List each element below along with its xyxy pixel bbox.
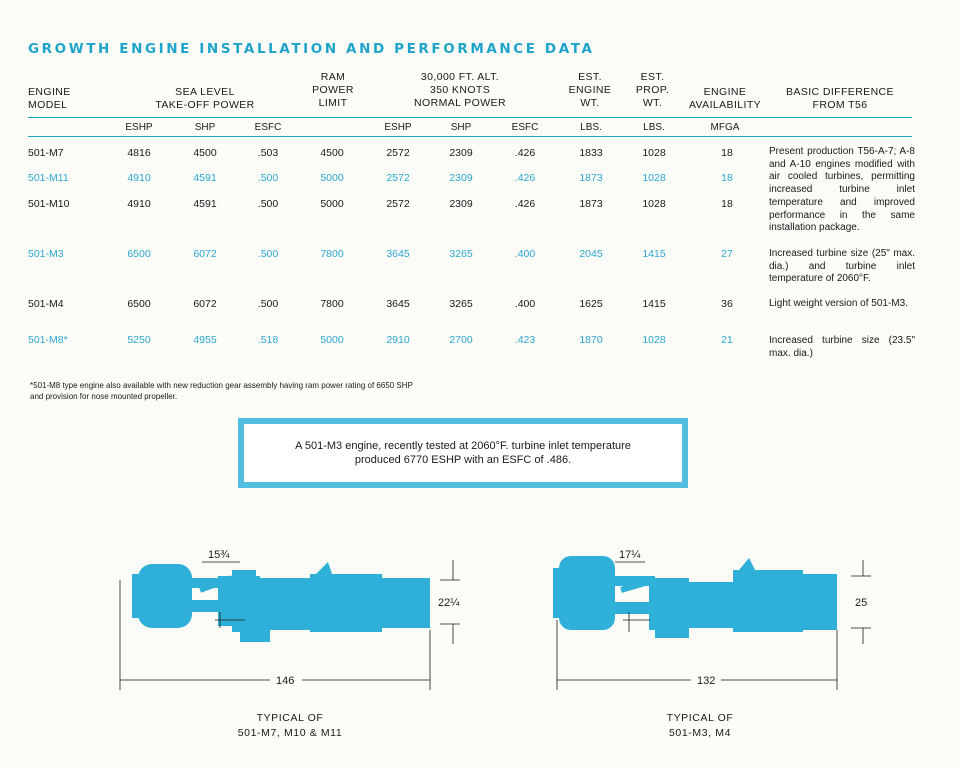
subheader-esfc: ESFC (254, 122, 282, 133)
header-sea-level (145, 86, 265, 112)
subheader-prop-lbs: LBS. (643, 122, 665, 133)
callout-line: produced 6770 ESHP with an ESFC of .486. (354, 454, 572, 466)
table-cell: 1833 (579, 147, 603, 159)
table-cell: 3645 (386, 298, 410, 310)
header-line: WT. (580, 97, 600, 109)
header-engine-weight (560, 71, 620, 110)
engine-silhouette (553, 556, 837, 638)
table-cell: 2309 (449, 172, 473, 184)
subheader-engine-lbs: LBS. (580, 122, 602, 133)
table-cell: 1028 (642, 147, 666, 159)
table-cell: 5000 (320, 172, 344, 184)
difference-note-m3: Increased turbine size (25" max. dia.) and turbine inlet temperature of 2060°F. (769, 248, 915, 285)
header-line: POWER (312, 84, 354, 96)
difference-note-m4: Light weight version of 501-M3. (769, 298, 908, 309)
table-row-model: 501-M10 (28, 198, 70, 210)
header-line: EST. (640, 71, 665, 83)
table-cell: 2572 (386, 172, 410, 184)
table-row-model: 501-M3 (28, 248, 64, 260)
footnote (30, 380, 413, 402)
table-row-model: 501-M8* (28, 334, 68, 346)
table-cell: 4591 (193, 198, 217, 210)
table-cell: 2309 (449, 198, 473, 210)
table-cell: 5000 (320, 334, 344, 346)
header-line: SEA LEVEL (175, 86, 235, 98)
table-cell: 4910 (127, 172, 151, 184)
difference-note-m8: Increased turbine size (23.5" max. dia.) (769, 335, 915, 359)
height-label: 15¾ (208, 549, 230, 561)
table-cell: 2572 (386, 198, 410, 210)
table-cell: 3265 (449, 248, 473, 260)
caption-line: 501-M7, M10 & M11 (237, 727, 343, 739)
table-cell: 2309 (449, 147, 473, 159)
header-line: MODEL (28, 99, 68, 111)
table-cell: 2045 (579, 248, 603, 260)
table-cell: .400 (514, 248, 536, 260)
subheader-mfga: MFGA (710, 122, 740, 133)
table-cell: 4955 (193, 334, 217, 346)
table-cell: 6072 (193, 298, 217, 310)
header-line: AVAILABILITY (688, 99, 762, 111)
caption-line: TYPICAL OF (666, 712, 734, 724)
table-cell: 36 (721, 298, 733, 310)
table-cell: 4591 (193, 172, 217, 184)
diameter-label: 25 (855, 597, 868, 609)
table-cell: 1028 (642, 172, 666, 184)
table-cell: 7800 (320, 248, 344, 260)
subheader-eshp: ESHP (125, 122, 153, 133)
header-line: FROM T56 (812, 99, 868, 111)
engine-diagram-m7 (110, 540, 460, 700)
header-line: 30,000 FT. ALT. (420, 71, 500, 83)
header-line: EST. (578, 71, 602, 83)
table-cell: 2572 (386, 147, 410, 159)
header-line: ENGINE (703, 86, 747, 98)
table-row-model: 501-M4 (28, 298, 64, 310)
header-line: RAM (320, 71, 346, 83)
table-cell: 4500 (193, 147, 217, 159)
height-label: 17¼ (619, 549, 641, 561)
table-cell: .500 (257, 248, 279, 260)
table-row-model: 501-M7 (28, 147, 64, 159)
table-cell: 4500 (320, 147, 344, 159)
page-title: GROWTH ENGINE INSTALLATION AND PERFORMANCE DATA (28, 41, 595, 57)
table-cell: 1873 (579, 198, 603, 210)
table-cell: .426 (514, 198, 536, 210)
table-cell: 5250 (127, 334, 151, 346)
table-cell: .503 (257, 147, 279, 159)
length-label: 146 (276, 675, 295, 687)
table-cell: 1870 (579, 334, 603, 346)
table-cell: 1028 (642, 334, 666, 346)
subheader-shp: SHP (194, 122, 216, 133)
table-cell: .426 (514, 172, 536, 184)
table-cell: 1873 (579, 172, 603, 184)
table-cell: .500 (257, 172, 279, 184)
diagram1-caption (200, 711, 380, 741)
header-line: BASIC DIFFERENCE (786, 86, 894, 98)
header-rule-bottom (28, 136, 912, 137)
table-cell: 21 (721, 334, 733, 346)
table-cell: 2910 (386, 334, 410, 346)
difference-note-m7-m11-m10: Present production T56-A-7; A-8 and A-10 engines modified with air cooled turbines, permitting increased turbine inlet temperature and improved performance in the same installation package. (769, 146, 915, 234)
table-cell: .400 (514, 298, 536, 310)
header-line: NORMAL POWER (414, 97, 506, 109)
header-line: 350 KNOTS (429, 84, 491, 96)
callout-text (244, 424, 682, 482)
header-line: ENGINE (28, 86, 71, 98)
table-cell: 2700 (449, 334, 473, 346)
table-cell: .423 (514, 334, 536, 346)
table-cell: .500 (257, 198, 279, 210)
test-result-callout (238, 418, 688, 488)
footnote-line: and provision for nose mounted propeller. (30, 392, 178, 401)
header-engine-model (28, 86, 71, 112)
table-cell: 1415 (642, 298, 666, 310)
subheader-alt-esfc: ESFC (511, 122, 539, 133)
diameter-label: 22¼ (438, 597, 460, 609)
table-cell: 3645 (386, 248, 410, 260)
table-cell: 18 (721, 147, 733, 159)
header-basic-difference (775, 86, 905, 112)
header-altitude (395, 71, 525, 110)
header-rule-top (28, 117, 912, 118)
table-cell: .518 (257, 334, 279, 346)
callout-line: A 501-M3 engine, recently tested at 2060°F. turbine inlet temperature (295, 440, 631, 452)
header-line: PROP. (635, 84, 670, 96)
header-prop-weight (625, 71, 680, 110)
table-cell: 3265 (449, 298, 473, 310)
table-cell: 6072 (193, 248, 217, 260)
table-cell: 5000 (320, 198, 344, 210)
subheader-alt-eshp: ESHP (384, 122, 412, 133)
subheader-alt-shp: SHP (450, 122, 472, 133)
engine-diagram-m3 (545, 540, 875, 700)
header-line: LIMIT (318, 97, 348, 109)
header-ram-power (303, 71, 363, 110)
table-row-model: 501-M11 (28, 172, 69, 184)
table-cell: 18 (721, 172, 733, 184)
engine-silhouette (132, 562, 430, 642)
table-cell: .426 (514, 147, 536, 159)
caption-line: 501-M3, M4 (668, 727, 732, 739)
table-cell: 1625 (579, 298, 603, 310)
table-cell: 27 (721, 248, 733, 260)
table-cell: 6500 (127, 298, 151, 310)
header-line: WT. (642, 97, 663, 109)
table-cell: 1028 (642, 198, 666, 210)
table-cell: 6500 (127, 248, 151, 260)
table-cell: .500 (257, 298, 279, 310)
header-line: ENGINE (568, 84, 612, 96)
table-cell: 4910 (127, 198, 151, 210)
caption-line: TYPICAL OF (256, 712, 324, 724)
table-cell: 4816 (127, 147, 151, 159)
table-cell: 1415 (642, 248, 666, 260)
length-label: 132 (697, 675, 716, 687)
diagram2-caption (610, 711, 790, 741)
footnote-line: *501-M8 type engine also available with new reduction gear assembly having ram power rating of 6650 SHP (30, 381, 413, 390)
header-availability (680, 86, 770, 112)
table-cell: 7800 (320, 298, 344, 310)
table-cell: 18 (721, 198, 733, 210)
header-line: TAKE-OFF POWER (155, 99, 255, 111)
